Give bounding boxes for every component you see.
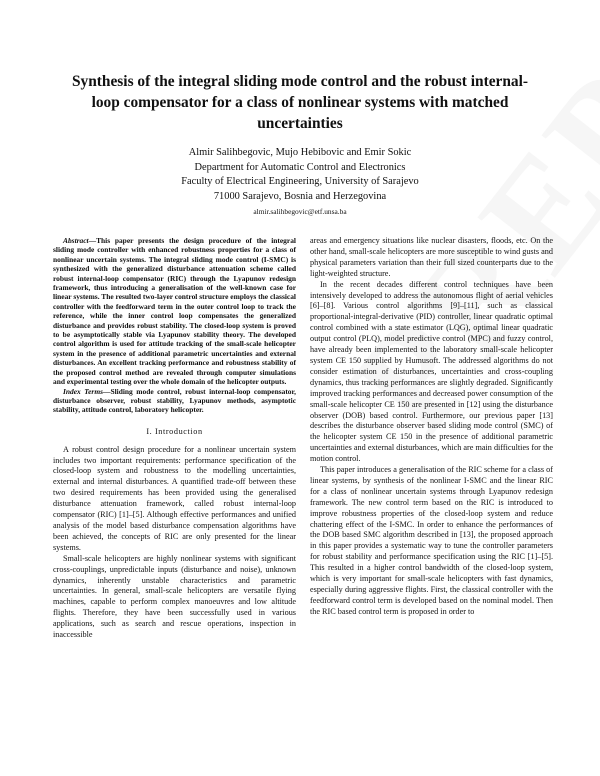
author-block <box>60 146 540 220</box>
abstract <box>53 236 296 387</box>
paper-title: Synthesis of the integral sliding mode control and the robust internal-loop compensator for a class of nonlinear systems with matched uncertainties <box>71 73 529 132</box>
right-column <box>310 236 553 618</box>
section-heading-introduction: I. Introduction <box>146 426 203 436</box>
left-column <box>53 236 296 641</box>
index-terms-lead: Index Terms <box>63 386 104 396</box>
paragraph: This paper introduces a generalisation of the RIC scheme for a class of linear systems, by synthesis of the nonlinear I-SMC and the linear RIC for a class of nonlinear uncertain systems through Lyapunov redesign framework. The new control term based on the RIC is introduced to improve robustness properties of the closed-loop system and reduce chattering effect of the I-SMC. In order to enhance the performances of the DOB based SMC algorithm described in [13], the proposed approach in this paper provides a systematic way to tune the controller parameters for robust stability and performance specification using the RIC [1]–[5]. This resulted in a higher control bandwidth of the closed-loop system, which is very important for small-scale helicopters with fast dynamics, especially during aggressive flights. First, the classical controller with the feedforward control term is developed based on the nominal model. Then the RIC based control term is proposed in order to <box>310 465 553 616</box>
paragraph: areas and emergency situations like nuclear disasters, floods, etc. On the other hand, small-scale helicopters are more susceptible to wind gusts and physical parameters variation than their full sized counterparts due to the light-weighted structure. <box>310 236 553 278</box>
abstract-text: —This paper presents the design procedure of the integral sliding mode controller with enhanced robustness properties for a class of nonlinear uncertain systems. The integral sliding mode control (I-SMC) is synthesized with the generalized disturbance attenuation scheme called robust internal-loop compensator (RIC) through the Lyapunov redesign framework, thus introducing a generalisation of the well-known case for linear systems. The resulted two-layer control structure employs the classical controller with the feedforward term in the outer control loop to track the reference, while the inner control loop compensates the generalized disturbance and provides robust stability. The closed-loop system is proved to be asymptotically stable via Lyapunov stability theory. The developed control algorithm is used for attitude tracking of the small-scale helicopter system in the presence of additional parametric uncertainties and external disturbances. An excellent tracking performance and robustness stability of the proposed control method are revealed through computer simulations and experimental testing over the whole domain of the helicopter outputs. <box>53 236 296 387</box>
author-department: Department for Automatic Control and Electronics <box>194 161 406 173</box>
author-names: Almir Salihbegovic, Mujo Hebibovic and Emir Sokic <box>188 147 412 158</box>
paragraph: A robust control design procedure for a nonlinear uncertain system includes two important requirements: performance specification of the closed-loop system and robustness to the modelling uncertainties, external and internal disturbances. A quantified trade-off between these two desired requirements has been provided using the generalised disturbance attenuation framework, called robust internal-loop compensator (RIC) [1]–[5]. Although effective performances and unified analysis of the model based disturbance compensation algorithms have been achieved, the concepts of RIC are only presented for the linear systems. <box>53 444 296 552</box>
paragraph: Small-scale helicopters are highly nonlinear systems with significant cross-couplings, unpredictable inputs (disturbance and noise), unknown dynamics, inherently unstable characteristics and parametric uncertainties. In general, small-scale helicopters are versatile flying machines, capable to perform complex manoeuvres and low altitude flights. Therefore, they have been successfully used in various applications, such as search and rescue operations, inspection in inaccessible <box>53 553 296 640</box>
author-faculty: Faculty of Electrical Engineering, University of Sarajevo <box>181 176 419 188</box>
author-email: almir.salihbegovic@etf.unsa.ba <box>253 207 347 217</box>
author-city: 71000 Sarajevo, Bosnia and Herzegovina <box>213 190 387 202</box>
index-terms-text: —Sliding mode control, robust internal-loop compensator, disturbance observer, robust stability, Lyapunov methods, asymptotic stability, attitude control, laboratory helicopter. <box>53 386 296 415</box>
abstract-lead: Abstract <box>63 236 89 245</box>
paragraph: In the recent decades different control techniques have been intensively developed to address the autonomous flight of aerial vehicles [6]–[8]. Various control algorithms [9]–[11], such as classical proportional-integral-derivative (PID) controller, linear quadratic optimal control combined with a state estimator (LQG), optimal linear quadratic output control (PLQ), model predictive control (MPC) and fuzzy control, have already been implemented to the laboratory small-scale helicopter system CE 150 supplied by Humusoft. The addressed algorithms do not consider estimation of disturbances, uncertainties and cross-coupling dynamics, thus tracking performances are slightly degraded. Significantly improved tracking performances and decreased power consumption of the small-scale helicopter CE 150 are presented in [12] using the disturbance observer (DOB) based control. Furthermore, our previous paper [13] describes the disturbance observer based sliding mode control (SMC) of the helicopter system CE 150 in the presence of additional parametric uncertainties and external disturbances, which are main difficulties for the motion control. <box>310 279 553 464</box>
index-terms <box>53 387 296 415</box>
